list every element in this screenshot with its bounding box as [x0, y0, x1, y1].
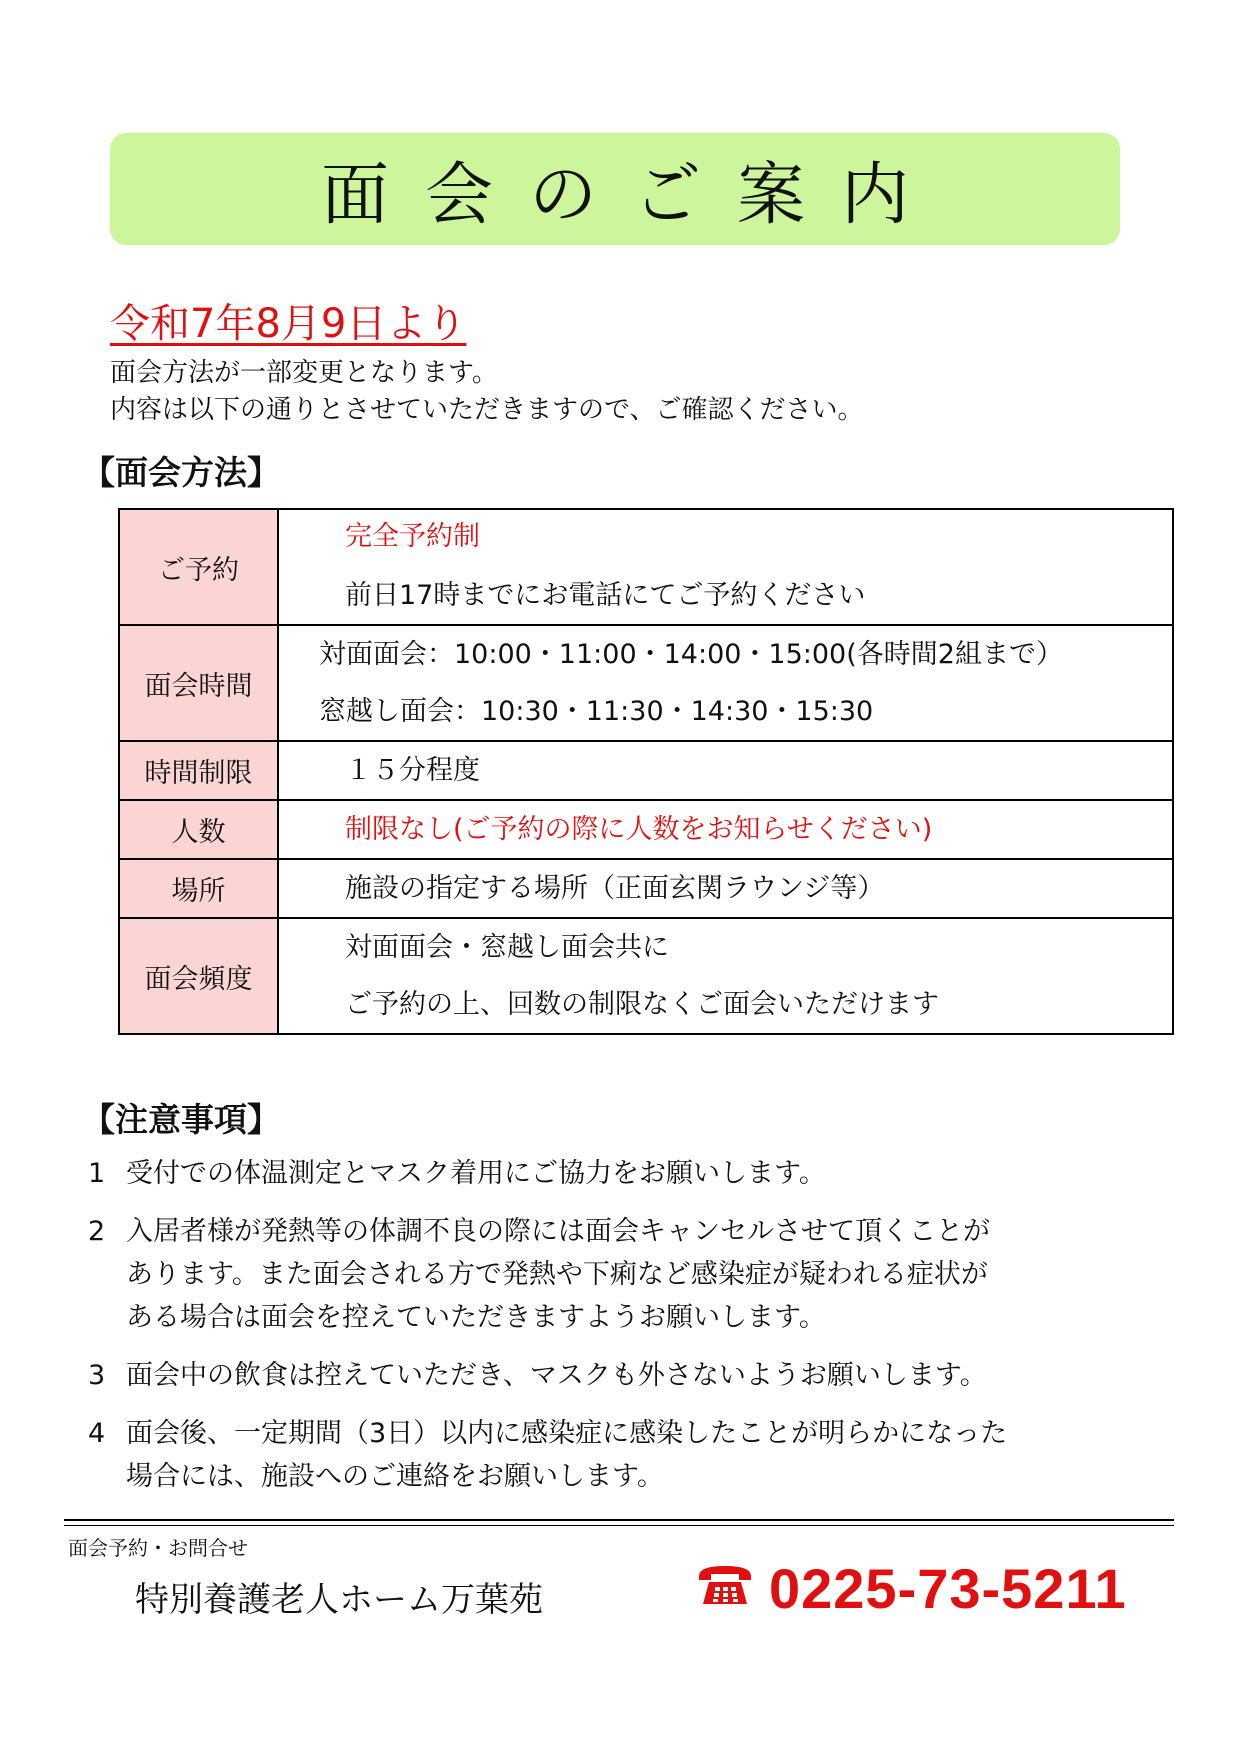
time-limit-value: １５分程度 — [345, 755, 480, 786]
reservation-line-2: 前日17時までにお電話にてご予約ください — [345, 580, 866, 611]
note-text: 面会中の飲食は控えていただき、マスクも外さないようお願いします。 — [126, 1360, 987, 1391]
note-number: 3 — [88, 1360, 106, 1391]
page-title: 面会のご案内 — [320, 155, 945, 235]
section-heading-method: 【面会方法】 — [82, 453, 280, 492]
footer-divider — [64, 1519, 1174, 1521]
note-text-cont: ある場合は面会を控えていただきますようお願いします。 — [126, 1302, 826, 1333]
table-row-place — [119, 859, 1173, 918]
note-item-3 — [88, 1354, 987, 1397]
table-row-frequency — [119, 918, 1173, 1034]
row-label-headcount: 人数 — [119, 800, 278, 859]
reservation-line-1: 完全予約制 — [345, 521, 480, 552]
frequency-line-1: 対面面会・窓越し面会共に — [345, 932, 669, 963]
note-text: 面会後、一定期間（3日）以内に感染症に感染したことが明らかになった — [126, 1418, 1008, 1449]
headcount-value: 制限なし(ご予約の際に人数をお知らせください) — [345, 814, 933, 845]
table-row-visit-time — [119, 625, 1173, 741]
note-text: 受付での体温測定とマスク着用にご協力をお願いします。 — [126, 1158, 826, 1189]
row-label-visit-time: 面会時間 — [119, 625, 278, 741]
contact-label: 面会予約・お問合せ — [68, 1536, 248, 1560]
note-number: 4 — [88, 1418, 106, 1449]
row-label-frequency: 面会頻度 — [119, 918, 278, 1034]
note-item-1 — [88, 1152, 826, 1195]
note-number: 2 — [88, 1216, 106, 1247]
phone-number-block — [695, 1556, 1127, 1621]
note-text-cont: 場合には、施設へのご連絡をお願いします。 — [126, 1461, 664, 1492]
intro-line-2: 内容は以下の通りとさせていただきますので、ご確認ください。 — [110, 395, 864, 425]
intro-line-1: 面会方法が一部変更となります。 — [110, 358, 498, 388]
note-item-4 — [88, 1412, 1007, 1498]
visit-time-line-1: 対面面会：10:00・11:00・14:00・15:00(各時間2組まで） — [319, 639, 1063, 670]
section-heading-notes: 【注意事項】 — [82, 1100, 280, 1139]
place-value: 施設の指定する場所（正面玄関ラウンジ等） — [345, 873, 885, 904]
note-item-2 — [88, 1210, 990, 1339]
row-label-place: 場所 — [119, 859, 278, 918]
note-number: 1 — [88, 1158, 106, 1189]
frequency-line-2: ご予約の上、回数の制限なくご面会いただけます — [345, 989, 939, 1020]
telephone-icon — [695, 1556, 755, 1621]
table-row-headcount — [119, 800, 1173, 859]
row-label-reservation: ご予約 — [119, 509, 278, 625]
phone-number: 0225-73-5211 — [769, 1557, 1127, 1620]
table-row-time-limit — [119, 741, 1173, 800]
effective-date-heading: 令和7年8月9日より — [110, 301, 467, 347]
footer-divider-thin — [64, 1525, 1174, 1526]
row-label-time-limit: 時間制限 — [119, 741, 278, 800]
visit-method-table — [118, 508, 1174, 1035]
visit-time-line-2: 窓越し面会：10:30・11:30・14:30・15:30 — [319, 696, 874, 727]
note-text-cont: あります。また面会される方で発熱や下痢など感染症が疑われる症状が — [126, 1259, 988, 1290]
note-text: 入居者様が発熱等の体調不良の際には面会キャンセルさせて頂くことが — [126, 1216, 990, 1247]
table-row-reservation — [119, 509, 1173, 625]
title-banner — [110, 133, 1120, 245]
facility-name: 特別養護老人ホーム万葉苑 — [135, 1580, 543, 1620]
